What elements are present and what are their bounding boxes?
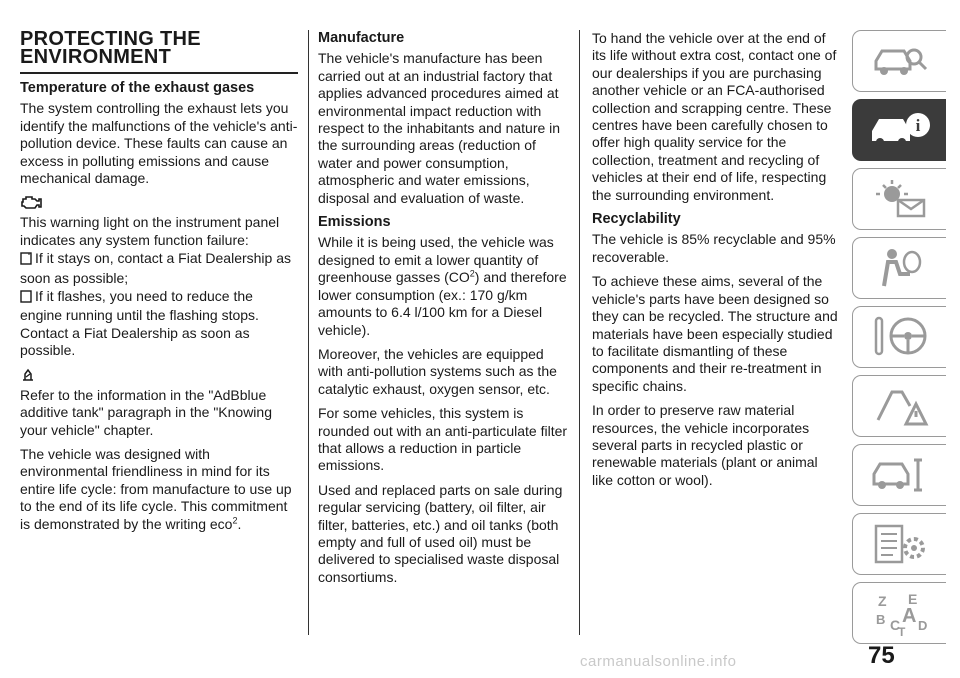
bullet-icon bbox=[20, 290, 33, 307]
adblue-icon bbox=[20, 367, 298, 385]
tab-car-info[interactable] bbox=[852, 99, 946, 161]
paragraph: Moreover, the vehicles are equipped with anti-pollution systems such as the catalytic exhaust, oxygen sensor, etc. bbox=[318, 345, 557, 397]
watermark: carmanualsonline.info bbox=[580, 653, 737, 670]
tab-technical-data[interactable] bbox=[852, 513, 946, 575]
section-heading-emissions: Emissions bbox=[318, 214, 391, 231]
tab-warning-lights[interactable] bbox=[852, 168, 946, 230]
paragraph: For some vehicles, this system is rounded out with an anti-particulate filter that allows a reduction in particle emissions. bbox=[318, 405, 568, 474]
bullet-item bbox=[20, 250, 298, 287]
paragraph: This warning light on the instrument panel indicates any system function failure: bbox=[20, 214, 280, 248]
bullet-text: If it flashes, you need to reduce the engine running until the flashing stops. Contact a Fiat Dealership as soon as possible. bbox=[20, 288, 259, 359]
tab-starting-driving[interactable] bbox=[852, 306, 946, 368]
section-heading-exhaust: Temperature of the exhaust gases bbox=[20, 80, 255, 96]
paragraph-text: While it is being used, the vehicle was designed to emit a lower quantity of greenhouse gasses (CO bbox=[318, 234, 554, 286]
paragraph: In order to preserve raw material resources, the vehicle incorporates several parts in recycled plastic or renewable materials (plant or animal like cotton or wool). bbox=[592, 402, 818, 488]
bullet-icon bbox=[20, 252, 33, 269]
tab-safety[interactable] bbox=[852, 237, 946, 299]
alphabet-index-icon bbox=[870, 590, 930, 636]
chapter-tabs bbox=[852, 30, 948, 651]
tab-car-search[interactable] bbox=[852, 30, 946, 92]
column-1 bbox=[20, 30, 298, 540]
page-number: 75 bbox=[868, 642, 895, 669]
svg-text:E: E bbox=[907, 591, 917, 607]
specs-gear-icon bbox=[870, 522, 930, 566]
tab-index[interactable] bbox=[852, 582, 946, 644]
superscript: 2 bbox=[469, 268, 475, 279]
column-2 bbox=[318, 30, 568, 593]
paragraph-text: ) and therefore lower consumption (ex.: 170 g/km amounts to 6.4 l/100 km for a Diesel vehicle). bbox=[318, 269, 567, 338]
tab-emergency[interactable] bbox=[852, 375, 946, 437]
section-heading-recyclability: Recyclability bbox=[592, 211, 681, 228]
paragraph: To hand the vehicle over at the end of its life without extra cost, contact one of our dealerships if you are purchasing another vehicle or an FCA-authorised collection and scrapping centre. These centres have been carefully chosen to offer high quality service for the collection, treatment and recycling of vehicles at their end of life, respecting the surrounding environment. bbox=[592, 30, 837, 203]
superscript: 2 bbox=[232, 514, 238, 525]
engine-warning-icon bbox=[20, 194, 298, 212]
breakdown-triangle-icon bbox=[870, 384, 930, 428]
airbag-seat-icon bbox=[870, 246, 930, 290]
svg-text:B: B bbox=[875, 612, 885, 627]
paragraph bbox=[20, 446, 298, 533]
svg-text:T: T bbox=[897, 625, 905, 636]
section-heading-manufacture: Manufacture bbox=[318, 30, 405, 46]
car-search-icon bbox=[870, 41, 930, 81]
paragraph: The vehicle is 85% recyclable and 95% recoverable. bbox=[592, 231, 836, 265]
tab-servicing[interactable] bbox=[852, 444, 946, 506]
paragraph: The vehicle's manufacture has been carried out at an industrial factory that applies advanced procedures aimed at environmental impact reduction with respect to the inhabitants and nature in the surrounding areas (reduction of water and power consumption, atmospheric and water emissions, disposal and evaluation of waste. bbox=[318, 50, 561, 206]
page-title: PROTECTING THE ENVIRONMENT bbox=[20, 30, 298, 74]
svg-text:i: i bbox=[915, 116, 920, 135]
column-3 bbox=[592, 30, 842, 496]
svg-text:A: A bbox=[901, 605, 916, 627]
bullet-item bbox=[20, 288, 298, 360]
svg-text:D: D bbox=[917, 618, 927, 633]
svg-text:Z: Z bbox=[877, 593, 887, 609]
paragraph: Used and replaced parts on sale during regular servicing (battery, oil filter, air filter, batteries, etc.) and oil tanks (both empty and full of used oil) must be delivered to specialised waste disposal consortiums. bbox=[318, 481, 563, 585]
bullet-text: If it stays on, contact a Fiat Dealership as soon as possible; bbox=[20, 250, 292, 286]
warning-lights-icon bbox=[870, 178, 930, 220]
column-divider bbox=[308, 30, 309, 635]
svg-text:C: C bbox=[889, 617, 900, 633]
paragraph-text: The vehicle was designed with environmental friendliness in mind for its entire life cycle: from manufacture to use up to the end of its life cycle. This commitment is demonstrated by the writing eco bbox=[20, 445, 292, 532]
paragraph: Refer to the information in the "AdBblue additive tank" paragraph in the "Knowing your vehicle" chapter. bbox=[20, 386, 272, 438]
paragraph: The system controlling the exhaust lets you identify the malfunctions of the vehicle's anti-pollution device. These faults can cause an excess in polluting emissions and cause mechanical damage. bbox=[20, 100, 298, 187]
car-info-icon bbox=[868, 109, 932, 151]
paragraph bbox=[318, 234, 568, 338]
car-wrench-icon bbox=[870, 454, 930, 496]
paragraph-end: . bbox=[237, 515, 242, 532]
paragraph: To achieve these aims, several of the vehicle's parts have been designed so they can be recycled. The structure and materials have been especially studied to facilitate dismantling of these components and their re-treatment in specific chains. bbox=[592, 273, 838, 394]
steering-key-icon bbox=[868, 314, 932, 360]
column-divider bbox=[579, 30, 580, 635]
